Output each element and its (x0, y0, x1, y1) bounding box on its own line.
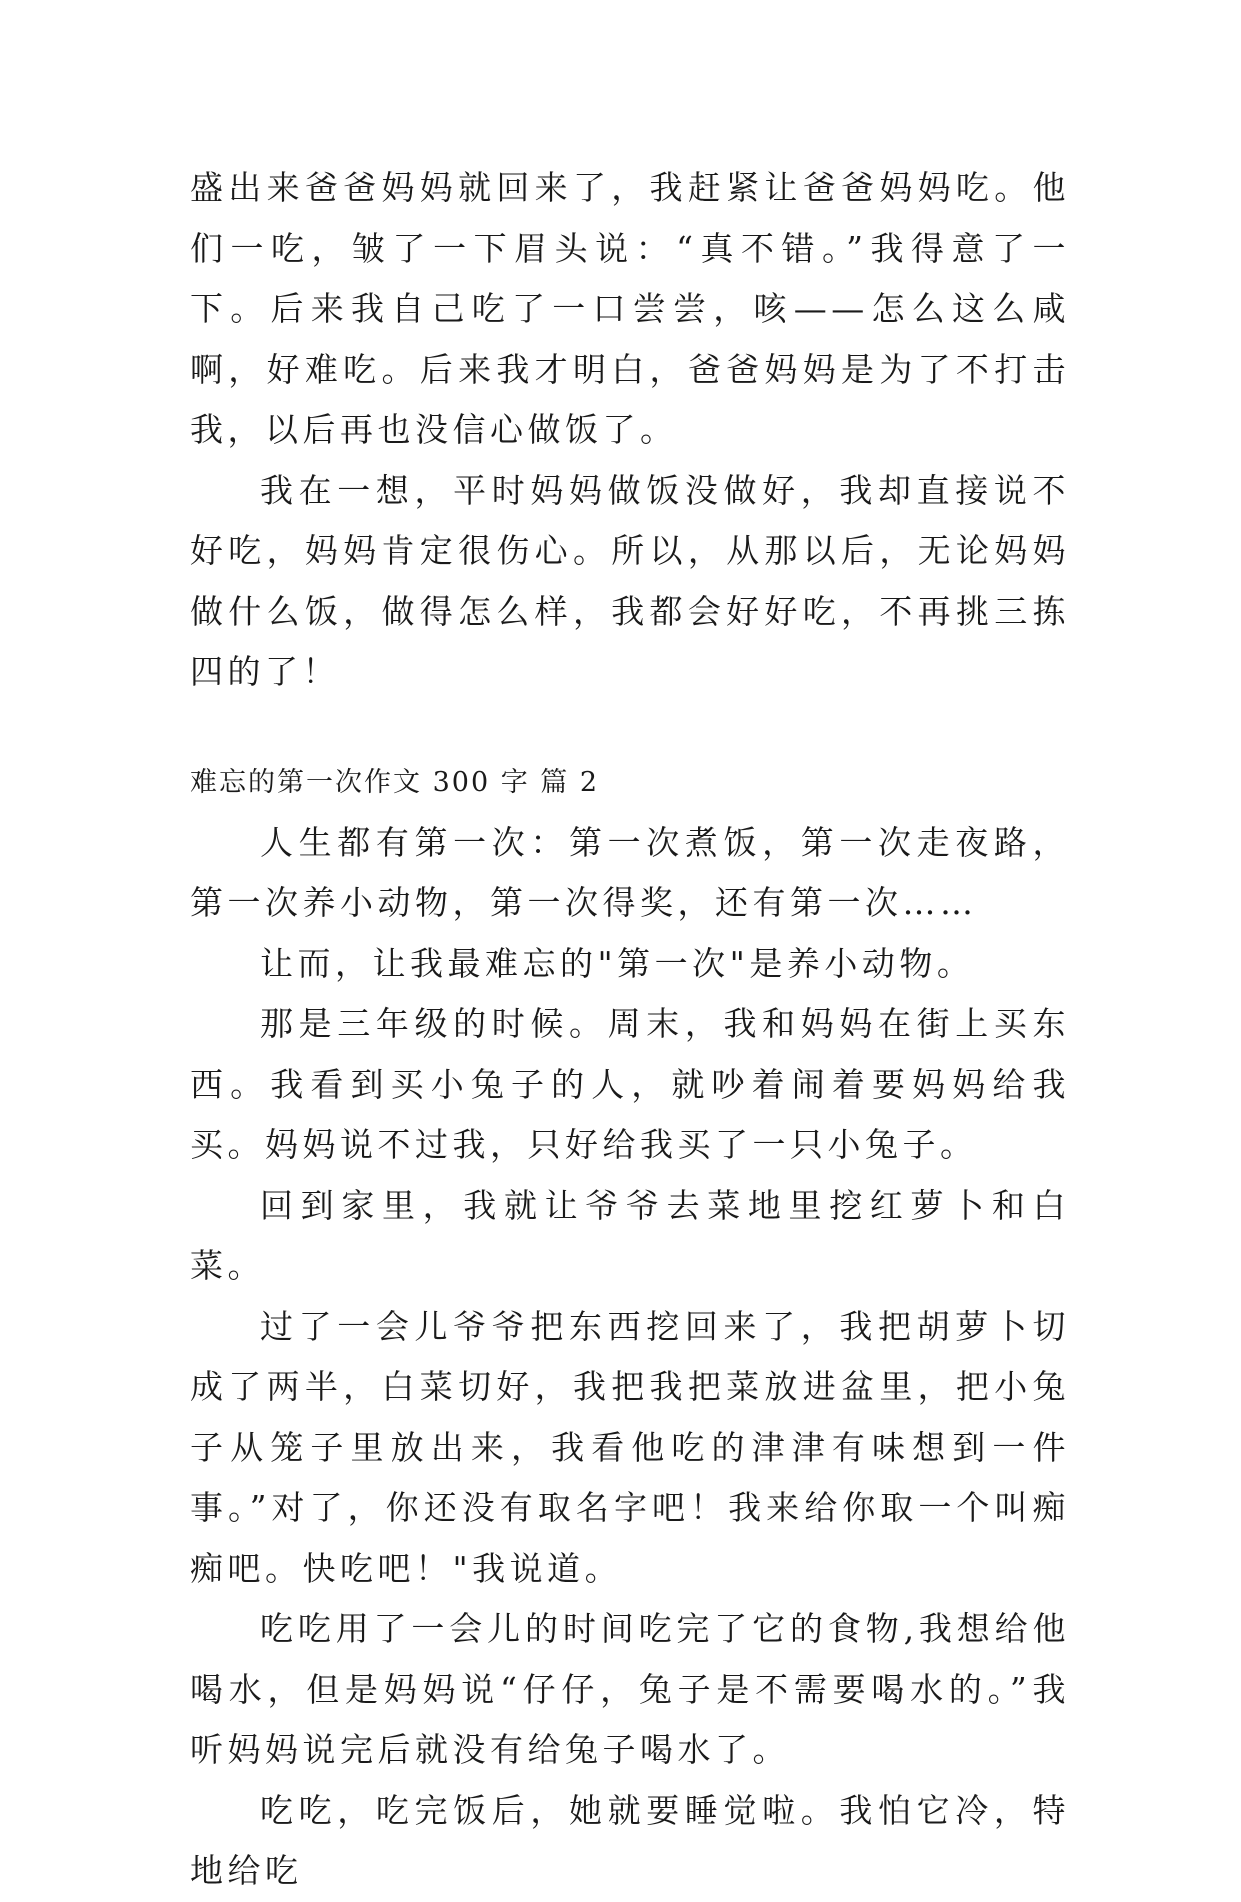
document-body (190, 158, 1070, 1902)
essay-paragraph: 那是三年级的时候。周末，我和妈妈在街上买东西。我看到买小兔子的人，就吵着闹着要妈妈给我买。妈妈说不过我，只好给我买了一只小兔子。 (190, 1004, 1070, 1164)
essay-paragraph: 让而，让我最难忘的"第一次"是养小动物。 (260, 943, 975, 983)
essay-title: 难忘的第一次作文 300 字 篇 2 (190, 766, 600, 798)
intro-paragraph: 盛出来爸爸妈妈就回来了，我赶紧让爸爸妈妈吃。他们一吃，皱了一下眉头说：“真不错。”我得意了一下。后来我自己吃了一口尝尝，咳——怎么这么咸啊，好难吃。后来我才明白，爸爸妈妈是为了不打击我，以后再也没信心做饭了。 (190, 168, 1070, 449)
essay-paragraph: 人生都有第一次：第一次煮饭，第一次走夜路，第一次养小动物，第一次得奖，还有第一次…… (190, 822, 1070, 922)
essay-paragraph: 过了一会儿爷爷把东西挖回来了，我把胡萝卜切成了两半，白菜切好，我把我把菜放进盆里，把小兔子从笼子里放出来，我看他吃的津津有味想到一件事。”对了，你还没有取名字吧！我来给你取一个叫痴痴吧。快吃吧！"我说道。 (190, 1306, 1070, 1588)
essay-paragraph: 回到家里，我就让爷爷去菜地里挖红萝卜和白菜。 (190, 1185, 1070, 1285)
intro-paragraph: 我在一想，平时妈妈做饭没做好，我却直接说不好吃，妈妈肯定很伤心。所以，从那以后，无论妈妈做什么饭，做得怎么样，我都会好好吃，不再挑三拣四的了！ (190, 470, 1070, 691)
essay-paragraph: 吃吃，吃完饭后，她就要睡觉啦。我怕它冷，特地给吃 (190, 1790, 1070, 1890)
essay-paragraph: 吃吃用了一会儿的时间吃完了它的食物,我想给他喝水，但是妈妈说“仔仔，兔子是不需要喝水的。”我听妈妈说完后就没有给兔子喝水了。 (190, 1609, 1070, 1769)
